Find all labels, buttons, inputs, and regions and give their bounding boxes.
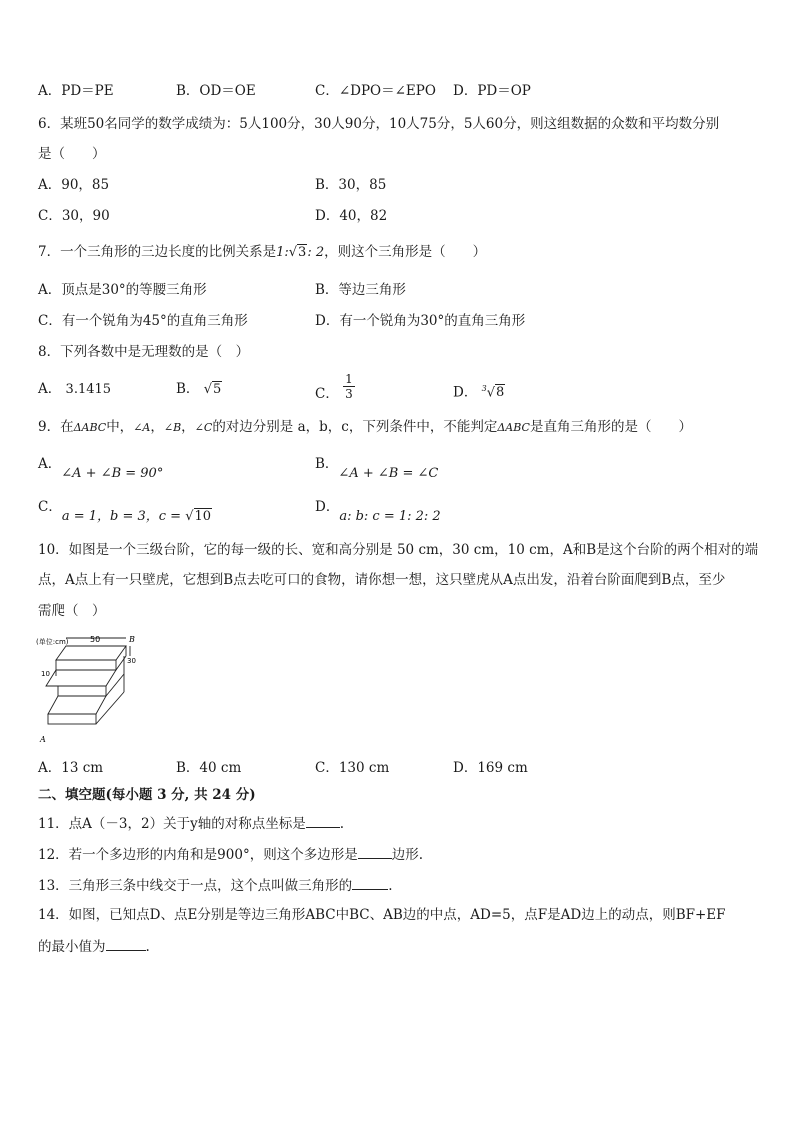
q9-angle-c: ∠C — [194, 421, 213, 434]
q11-end: . — [339, 816, 345, 832]
q14-stem-line2 — [38, 936, 150, 956]
staircase-figure — [36, 632, 156, 747]
q8-option-b-radicand: 5 — [213, 382, 222, 397]
q10-option-d: D．169 cm — [453, 760, 528, 776]
q6-option-c: C．30，90 — [38, 208, 110, 224]
q13-text: 13．三角形三条中线交于一点，这个点叫做三角形的 — [38, 878, 353, 894]
q9-option-c-expr: a = 1，b = 3，c = — [61, 509, 186, 524]
fig-bottom-step-face — [48, 696, 106, 714]
q8-stem: 8．下列各数中是无理数的是（ ） — [38, 344, 250, 360]
fig-right-edge-3 — [106, 674, 124, 696]
q7-ratio-b: : 2 — [307, 245, 325, 260]
q5-option-c: C．∠DPO＝∠EPO — [315, 83, 436, 99]
q9-option-b — [315, 456, 439, 481]
q9-option-c — [38, 499, 212, 524]
q9-stem-part4: 是直角三角形的是（ ） — [529, 419, 692, 435]
q7-sqrt-radicand: 3 — [298, 245, 307, 260]
q8-option-a-label: A． — [38, 381, 62, 397]
q9-sep-1: ， — [150, 419, 164, 435]
q9-triangle-2: ΔABC — [497, 421, 530, 434]
q8-option-d — [453, 380, 505, 402]
q9-option-b-expr: ∠A + ∠B = ∠C — [338, 466, 439, 481]
q8-option-d-radicand: 8 — [496, 385, 505, 401]
q12-blank — [358, 844, 392, 859]
q7-ratio — [276, 245, 324, 260]
fig-label-10: 10 — [41, 670, 50, 678]
fig-bottom-step-riser — [48, 714, 96, 724]
q8-option-c-numerator: 1 — [345, 372, 353, 386]
q7-option-b: B．等边三角形 — [315, 282, 406, 298]
q14-stem-line1: 14．如图，已知点D、点E分别是等边三角形ABC中BC、AB边的中点，AD=5，点F是AD边上的动点，则BF+EF — [38, 907, 726, 923]
q10-option-c: C．130 cm — [315, 760, 390, 776]
q10-stem-line1: 10．如图是一个三级台阶，它的每一级的长、宽和高分别是 50 cm，30 cm，10 cm，A和B是这个台阶的两个相对的端 — [38, 542, 759, 558]
q9-stem — [38, 418, 692, 437]
q14-text: 的最小值为 — [38, 939, 106, 955]
q12-text: 12．若一个多边形的内角和是900°，则这个多边形是 — [38, 847, 358, 863]
q9-option-a-label: A． — [38, 456, 62, 472]
q5-option-a: A．PD＝PE — [38, 83, 114, 99]
q8-option-a-value: 3.1415 — [65, 382, 112, 397]
q8-option-d-index: 3 — [481, 384, 487, 393]
q5-option-d: D．PD＝OP — [453, 83, 531, 99]
q13-blank — [352, 875, 388, 890]
q9-stem-part3: 的对边分别是 a，b，c，下列条件中，不能判定 — [212, 419, 498, 435]
q10-stem-line3: 需爬（ ） — [38, 603, 106, 619]
q12-stem — [38, 844, 423, 864]
fig-mid-step-riser — [58, 686, 106, 696]
q8-option-c-denominator: 3 — [345, 387, 353, 401]
q8-option-b — [176, 380, 222, 399]
q9-option-c-label: C． — [38, 499, 62, 515]
fig-unit-label: (单位:cm) — [36, 638, 69, 646]
q7-stem — [38, 243, 486, 262]
q9-option-d-expr: a: b: c = 1: 2: 2 — [339, 509, 441, 524]
fig-label-50: 50 — [90, 635, 101, 644]
q5-option-b: B．OD＝OE — [176, 83, 256, 99]
q11-text: 11．点A（－3，2）关于y轴的对称点坐标是 — [38, 816, 306, 832]
q7-option-c: C．有一个锐角为45°的直角三角形 — [38, 313, 248, 329]
q9-option-d-label: D． — [315, 499, 340, 515]
fig-label-30: 30 — [127, 657, 136, 665]
q13-stem — [38, 875, 392, 895]
q9-angle-b: ∠B — [163, 421, 182, 434]
q6-option-a: A．90，85 — [38, 177, 110, 193]
q9-angle-a: ∠A — [133, 421, 151, 434]
q7-sqrt: √3 — [288, 245, 307, 260]
fig-label-b: B — [129, 635, 135, 644]
q9-option-a-expr: ∠A + ∠B = 90° — [61, 466, 164, 481]
fig-mid-step-face — [46, 670, 116, 686]
q7-stem-suffix: ，则这个三角形是（ ） — [324, 244, 487, 260]
q11-blank — [306, 813, 340, 828]
q8-option-b-sqrt: √5 — [203, 382, 222, 397]
q14-end: . — [145, 939, 150, 955]
q7-stem-prefix: 7．一个三角形的三边长度的比例关系是 — [38, 244, 277, 260]
q9-stem-part1: 9．在 — [38, 419, 74, 435]
q9-stem-part2: 中， — [106, 419, 134, 435]
q12-end: 边形. — [391, 847, 423, 863]
q8-option-d-cbrt: $^3$√8 — [481, 384, 505, 401]
fig-top-step-riser — [56, 660, 116, 670]
q9-option-c-radicand: 10 — [194, 509, 212, 524]
fig-label-a: A — [40, 735, 46, 744]
q9-triangle-1: ΔABC — [73, 421, 107, 434]
q9-sep-2: ， — [181, 419, 195, 435]
q7-option-a: A．顶点是30°的等腰三角形 — [38, 282, 207, 298]
fig-right-edge-2 — [96, 692, 124, 724]
q8-option-b-label: B． — [176, 381, 200, 397]
q13-end: . — [388, 878, 393, 894]
q6-stem-line2: 是（ ） — [38, 146, 106, 162]
section-2-heading: 二、填空题(每小题 3 分, 共 24 分) — [38, 787, 256, 803]
q7-ratio-a: 1: — [276, 245, 289, 260]
q8-option-c-label: C． — [315, 386, 339, 402]
q8-option-a — [38, 380, 111, 399]
q6-option-b: B．30，85 — [315, 177, 387, 193]
q7-option-d: D．有一个锐角为30°的直角三角形 — [315, 313, 526, 329]
q9-option-a — [38, 456, 164, 481]
q9-option-b-label: B． — [315, 456, 339, 472]
q8-option-c-fraction — [343, 372, 355, 401]
q11-stem — [38, 813, 344, 833]
q10-stem-line2: 点，A点上有一只壁虎，它想到B点去吃可口的食物，请你想一想，这只壁虎从A点出发，沿着台阶面爬到B点，至少 — [38, 572, 726, 588]
q6-stem-line1: 6．某班50名同学的数学成绩为：5人100分，30人90分，10人75分，5人60分，则这组数据的众数和平均数分别 — [38, 116, 720, 132]
q8-option-d-label: D． — [453, 384, 478, 401]
q9-option-d — [315, 499, 441, 524]
q10-option-a: A．13 cm — [38, 760, 104, 776]
q9-option-c-sqrt: √10 — [185, 509, 212, 524]
q8-option-c — [315, 372, 355, 401]
fig-top-step-face — [56, 646, 126, 660]
q14-blank — [106, 936, 146, 951]
q6-option-d: D．40，82 — [315, 208, 388, 224]
q10-option-b: B．40 cm — [176, 760, 242, 776]
